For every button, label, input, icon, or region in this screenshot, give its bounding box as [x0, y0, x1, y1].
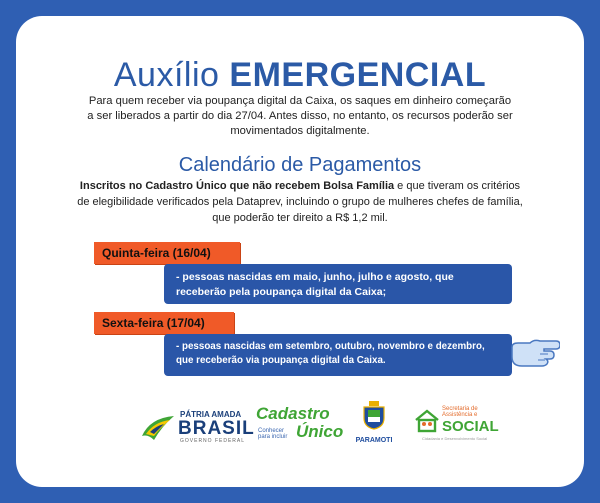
- cadastro-line1: Cadastro: [256, 404, 330, 423]
- logo-strip: [16, 388, 584, 448]
- intro-text: Para quem receber via poupança digital da Caixa, os saques em dinheiro começarão a ser liberados a partir do dia 27/04. Antes disso, no entanto, os recursos poderão ser movimentados digitalmente.: [87, 95, 513, 137]
- title-bold: EMERGENCIAL: [229, 56, 487, 94]
- paramoti-logo: [354, 400, 394, 444]
- brasil-line3: GOVERNO FEDERAL: [180, 438, 246, 444]
- social-name: SOCIAL: [442, 418, 499, 435]
- day-label-thursday: Quinta-feira (16/04): [94, 242, 240, 264]
- schedule-box-friday: - pessoas nascidas em setembro, outubro, novembro e dezembro, que receberão via poupança digital da Caixa.: [164, 334, 512, 376]
- content-card: [16, 16, 584, 487]
- paramoti-name: PARAMOTI: [355, 437, 393, 444]
- day-label-friday: Sexta-feira (17/04): [94, 312, 234, 334]
- brasil-flag-icon: [140, 412, 176, 442]
- social-sub: Cidadania e Desenvolvimento Social: [422, 436, 488, 441]
- brasil-line1: PÁTRIA AMADA: [180, 410, 242, 419]
- page-title: [16, 56, 584, 95]
- cadastro-line2: Único: [296, 422, 344, 441]
- social-line2: Assistência e: [442, 412, 478, 418]
- social-line1: Secretaria de: [442, 406, 478, 412]
- house-family-icon: [414, 408, 440, 434]
- schedule-box-thursday: - pessoas nascidas em maio, junho, julho e agosto, que receberão pela poupança digital da Caixa;: [164, 264, 512, 304]
- title-light: Auxílio: [113, 56, 220, 94]
- description-bold: Inscritos no Cadastro Único que não recebem Bolsa Família: [79, 180, 395, 192]
- description-rest: e que tiveram os critérios de elegibilidade verificados pela Dataprev, incluindo o grupo de mulheres chefes de família, que poderão ter direito a R$ 1,2 mil.: [77, 180, 523, 224]
- pointing-hand-icon: [510, 335, 560, 376]
- cadastro-unico-logo: [256, 404, 344, 441]
- brasil-line2: BRASIL: [178, 418, 255, 439]
- cadastro-tagline: Conhecer para incluir: [258, 428, 288, 440]
- eligibility-description: [76, 178, 524, 226]
- section-subtitle: Calendário de Pagamentos: [178, 154, 422, 176]
- paramoti-crest-icon: [359, 400, 389, 430]
